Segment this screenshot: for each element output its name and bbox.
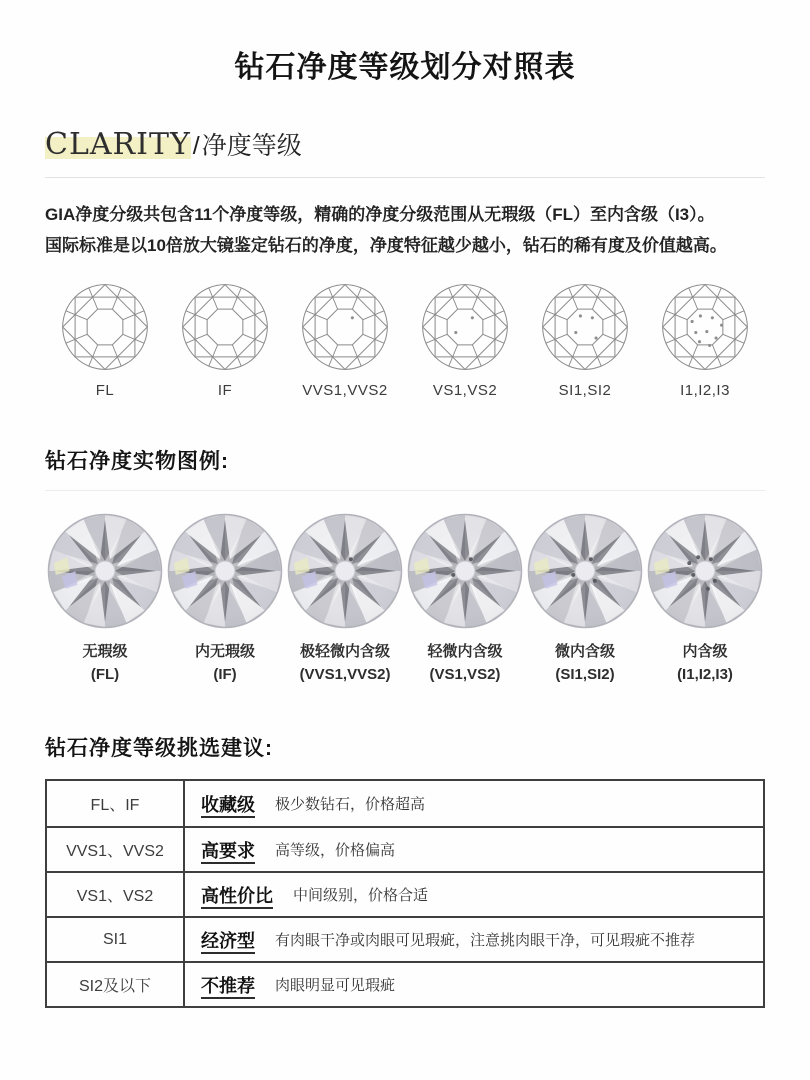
clarity-photo-cell <box>645 512 765 686</box>
diamond-diagram-icon <box>659 281 751 373</box>
clarity-heading-zh: 净度等级 <box>201 132 302 160</box>
diagram-grade-label: FL <box>95 382 115 399</box>
diamond-photo <box>46 512 164 630</box>
clarity-photo-cell <box>45 512 165 686</box>
advice-section-title: 钻石净度等级挑选建议: <box>45 737 273 760</box>
clarity-photo-cell <box>285 512 405 686</box>
photo-grade-code: (I1,I2,I3) <box>677 666 733 683</box>
advice-grades-cell: SI1 <box>47 918 185 961</box>
page-title: 钻石净度等级划分对照表 <box>234 51 576 84</box>
section-divider <box>45 490 765 491</box>
advice-detail-cell <box>185 873 763 916</box>
diagram-grade-label: I1,I2,I3 <box>680 382 730 399</box>
diagram-grade-label: VS1,VS2 <box>432 382 498 399</box>
advice-detail-cell <box>185 963 763 1006</box>
photo-grade-code: (VS1,VS2) <box>429 666 501 683</box>
photo-grade-label <box>82 640 127 686</box>
photo-grade-name: 无瑕级 <box>82 643 128 660</box>
photo-grade-code: (FL) <box>90 666 120 683</box>
advice-description: 有肉眼干净或肉眼可见瑕疵，注意挑肉眼干净，可见瑕疵不推荐 <box>275 932 696 949</box>
section-divider <box>45 177 765 178</box>
advice-description: 极少数钻石，价格超高 <box>275 796 426 813</box>
advice-description: 高等级，价格偏高 <box>275 842 396 859</box>
intro-paragraph <box>45 199 765 261</box>
advice-tier-label: 高性价比 <box>201 885 273 906</box>
photo-grade-label <box>427 640 502 686</box>
photo-grade-label <box>555 640 615 686</box>
advice-tier-label: 经济型 <box>201 930 255 951</box>
photo-grade-name: 内无瑕级 <box>194 643 255 660</box>
diagram-grade-label: IF <box>217 382 233 399</box>
advice-grades-cell: SI2及以下 <box>47 963 185 1006</box>
advice-table-row <box>47 826 763 871</box>
advice-tier-label: 高要求 <box>201 840 255 861</box>
clarity-diagram-cell <box>165 281 285 399</box>
intro-line-2: 国际标准是以10倍放大镜鉴定钻石的净度，净度特征越少越小，钻石的稀有度及价值越高。 <box>45 236 727 255</box>
photo-grade-label <box>300 640 391 686</box>
advice-detail-cell <box>185 828 763 871</box>
advice-table <box>45 779 765 1008</box>
photo-grade-code: (IF) <box>213 666 237 683</box>
photo-grade-name: 微内含级 <box>554 643 615 660</box>
photos-section-title: 钻石净度实物图例: <box>45 450 229 473</box>
diamond-diagram-icon <box>59 281 151 373</box>
clarity-diagram-cell <box>645 281 765 399</box>
advice-tier-label: 收藏级 <box>201 794 255 815</box>
diamond-diagram-icon <box>419 281 511 373</box>
clarity-photo-cell <box>405 512 525 686</box>
photo-grade-label <box>195 640 255 686</box>
advice-description: 肉眼明显可见瑕疵 <box>275 977 396 994</box>
photo-grade-code: (SI1,SI2) <box>555 666 615 683</box>
diamond-diagram-icon <box>299 281 391 373</box>
clarity-diagram-cell <box>525 281 645 399</box>
diamond-photo <box>646 512 764 630</box>
clarity-heading-en: CLARITY <box>45 127 191 162</box>
clarity-diagram-cell <box>45 281 165 399</box>
diamond-photo <box>406 512 524 630</box>
advice-grades-cell: VS1、VS2 <box>47 873 185 916</box>
diagram-grade-label: VVS1,VVS2 <box>302 382 388 399</box>
advice-grades-cell: VVS1、VVS2 <box>47 828 185 871</box>
diamond-diagram-icon <box>539 281 631 373</box>
advice-table-row <box>47 781 763 826</box>
clarity-photo-cell <box>165 512 285 686</box>
advice-tier-label: 不推荐 <box>201 975 255 996</box>
diagram-grade-label: SI1,SI2 <box>558 382 612 399</box>
diamond-diagram-icon <box>179 281 271 373</box>
diamond-photo <box>526 512 644 630</box>
photo-grade-name: 内含级 <box>682 643 728 660</box>
diamond-photo <box>286 512 404 630</box>
clarity-photo-row <box>45 512 765 686</box>
advice-description: 中间级别，价格合适 <box>293 887 429 904</box>
photo-grade-label <box>677 640 733 686</box>
advice-detail-cell <box>185 781 763 826</box>
clarity-heading-slash: / <box>192 132 200 160</box>
photo-grade-name: 极轻微内含级 <box>299 643 390 660</box>
clarity-photo-cell <box>525 512 645 686</box>
advice-detail-cell <box>185 918 763 961</box>
photo-grade-code: (VVS1,VVS2) <box>299 666 391 683</box>
clarity-heading <box>45 126 765 162</box>
clarity-diagram-cell <box>405 281 525 399</box>
advice-grades-cell: FL、IF <box>47 781 185 826</box>
diamond-photo <box>166 512 284 630</box>
clarity-diagram-row <box>45 281 765 399</box>
intro-line-1: GIA净度分级共包含11个净度等级，精确的净度分级范围从无瑕级（FL）至内含级（I3）。 <box>45 205 715 224</box>
photo-grade-name: 轻微内含级 <box>427 643 503 660</box>
advice-table-row <box>47 916 763 961</box>
advice-table-row <box>47 871 763 916</box>
clarity-diagram-cell <box>285 281 405 399</box>
advice-table-row <box>47 961 763 1006</box>
